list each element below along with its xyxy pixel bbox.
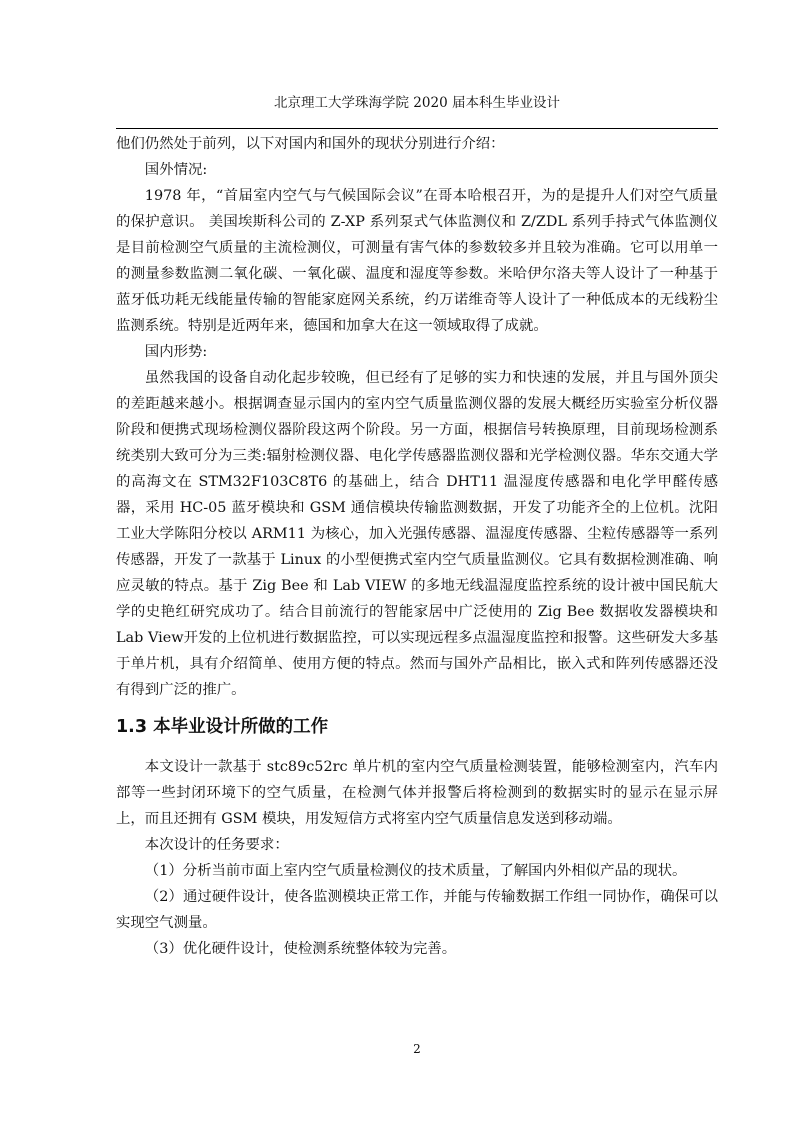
page-number: 2	[413, 1042, 421, 1056]
task-item-3: （3）优化硬件设计，使检测系统整体较为完善。	[144, 941, 457, 957]
body-paragraph-domestic: 虽然我国的设备自动化起步较晚，但已经有了足够的实力和快速的发展，并且与国外顶尖的差距越来越小。根据调查显示国内的室内空气质量监测仪器的发展大概经历实验室分析仪器阶段和便携式现场检测仪器阶段这两个阶段。另一方面，根据信号转换原理，目前现场检测系统类别大致可分为三类:辐射检测仪器、电化学传感器监测仪器和光学检测仪器。华东交通大学的高海文在 STM32F103C8T6 的基础上，结合 DHT11 温湿度传感器和电化学甲醛传感器，采用 HC-05 蓝牙模块和 GSM 通信模块传输监测数据，开发了功能齐全的上位机。沈阳工业大学陈阳分校以 ARM11 为核心，加入光强传感器、温湿度传感器、尘粒传感器等一系列传感器，开发了一款基于 Linux 的小型便携式室内空气质量监测仪。它具有数据检测准确、响应灵敏的特点。基于 Zig Bee 和 Lab VIEW 的多地无线温湿度监控系统的设计被中国民航大学的史艳红研究成功了。结合目前流行的智能家居中广泛使用的 Zig Bee 数据收发器模块和Lab View开发的上位机进行数据监控，可以实现远程多点温湿度监控和报警。这些研发大多基于单片机，具有介绍简单、使用方便的特点。然而与国外产品相比，嵌入式和阵列传感器还没有得到广泛的推广。	[116, 370, 718, 698]
task-item-1: （1）分析当前市面上室内空气质量检测仪的技术质量，了解国内外相似产品的现状。	[144, 863, 687, 879]
task-item-2: （2）通过硬件设计，使各监测模块正常工作，并能与传输数据工作组一同协作，确保可以实现空气测量。	[116, 889, 718, 931]
header-rule	[116, 128, 718, 129]
body-paragraph-continuation: 他们仍然处于前列，以下对国内和国外的现状分别进行介绍：	[116, 136, 505, 152]
page-header: 北京理工大学珠海学院 2020 届本科生毕业设计	[274, 95, 560, 111]
body-paragraph-tasks-intro: 本次设计的任务要求：	[144, 837, 289, 853]
body-paragraph-foreign: 1978 年，“首届室内空气与气候国际会议”在哥本哈根召开，为的是提升人们对空气质量的保护意识。 美国埃斯科公司的 Z-XP 系列泵式气体监测仪和 Z/ZDL 系列手持式气体监测仪是目前检测空气质量的主流检测仪，可测量有害气体的参数较多并且较为准确。它可以用单一的测量参数监测二氧化碳、一氧化碳、温度和湿度等参数。米哈伊尔洛夫等人设计了一种基于蓝牙低功耗无线能量传输的智能家庭网关系统，约万诺维奇等人设计了一种低成本的无线粉尘监测系统。特别是近两年来，德国和加拿大在这一领域取得了成就。	[116, 188, 718, 334]
body-paragraph-design: 本文设计一款基于 stc89c52rc 单片机的室内空气质量检测装置，能够检测室内，汽车内部等一些封闭环境下的空气质量，在检测气体并报警后将检测到的数据实时的显示在显示屏上，而且还拥有 GSM 模块，用发短信方式将室内空气质量信息发送到移动端。	[116, 759, 718, 827]
section-heading: 1.3 本毕业设计所做的工作	[116, 717, 329, 737]
subheading-foreign: 国外情况:	[144, 162, 208, 178]
page-body	[116, 131, 718, 962]
subheading-domestic: 国内形势:	[144, 344, 208, 360]
